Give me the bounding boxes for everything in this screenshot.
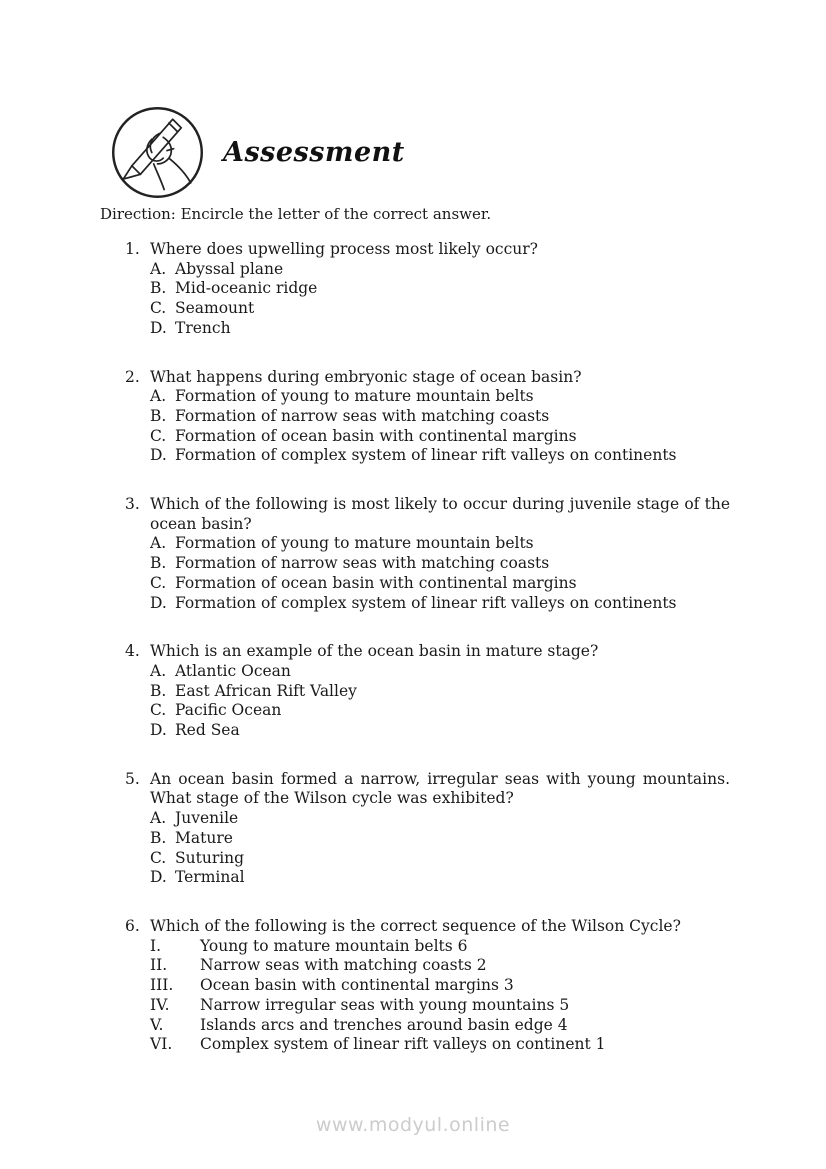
answer-option [150, 594, 730, 614]
question-number: 4. [125, 642, 140, 661]
question-number: 6. [125, 916, 140, 935]
option-label: B. [150, 406, 167, 425]
question-item [125, 368, 730, 467]
option-label: C. [150, 848, 167, 867]
option-text: Young to mature mountain belts 6 [200, 936, 468, 955]
option-list [150, 387, 730, 466]
option-label: A. [150, 387, 167, 406]
hand-writing-icon [110, 105, 205, 200]
option-text: Ocean basin with continental margins 3 [200, 976, 514, 995]
question-item [125, 642, 730, 741]
question-item [125, 917, 730, 1055]
answer-option [150, 868, 730, 888]
option-text: Seamount [175, 299, 255, 318]
option-label: B. [150, 681, 167, 700]
answer-option [150, 387, 730, 407]
option-label: VI. [150, 1035, 173, 1054]
option-text: Suturing [175, 848, 245, 867]
answer-option [150, 554, 730, 574]
question-body [150, 917, 730, 1055]
answer-option [150, 682, 730, 702]
option-label: A. [150, 259, 167, 278]
question-number: 2. [125, 367, 140, 386]
question-text: What happens during embryonic stage of ocean basin? [150, 367, 582, 386]
question-text: An ocean basin formed a narrow, irregular seas with young mountains. What stage of the Wilson cycle was exhibited? [150, 769, 730, 808]
answer-option [150, 574, 730, 594]
answer-option [150, 809, 730, 829]
option-label: C. [150, 299, 167, 318]
option-label: B. [150, 828, 167, 847]
option-label: D. [150, 318, 167, 337]
question-body [150, 495, 730, 613]
option-text: Pacific Ocean [175, 701, 282, 720]
answer-option [150, 701, 730, 721]
option-label: IV. [150, 995, 170, 1014]
option-list [150, 260, 730, 339]
question-text: Where does upwelling process most likely occur? [150, 240, 538, 258]
question-body [150, 770, 730, 888]
option-text: Formation of young to mature mountain belts [175, 534, 534, 553]
answer-option [150, 662, 730, 682]
option-text: Atlantic Ocean [175, 661, 291, 680]
page-title: Assessment [223, 137, 405, 168]
question-text: Which is an example of the ocean basin in mature stage? [150, 642, 599, 661]
answer-option [150, 996, 730, 1016]
option-label: II. [150, 956, 168, 975]
option-label: D. [150, 446, 167, 465]
answer-option [150, 829, 730, 849]
answer-option [150, 534, 730, 554]
option-text: Juvenile [175, 809, 239, 828]
question-list [100, 240, 730, 1055]
question-body [150, 642, 730, 741]
answer-option [150, 279, 730, 299]
option-text: Abyssal plane [175, 259, 284, 278]
answer-option [150, 849, 730, 869]
watermark: www.modyul.online [315, 1114, 511, 1136]
answer-option [150, 446, 730, 466]
answer-option [150, 299, 730, 319]
option-label: A. [150, 661, 167, 680]
option-label: B. [150, 554, 167, 573]
option-text: Trench [175, 318, 231, 337]
answer-option [150, 260, 730, 280]
option-text: Red Sea [175, 721, 240, 740]
option-text: East African Rift Valley [175, 681, 357, 700]
option-text: Formation of ocean basin with continental margins [175, 573, 577, 592]
option-label: V. [150, 1015, 164, 1034]
answer-option [150, 319, 730, 339]
option-list [150, 662, 730, 741]
option-label: C. [150, 701, 167, 720]
question-number: 1. [125, 240, 140, 258]
question-item [125, 770, 730, 888]
option-text: Formation of complex system of linear rift valleys on continents [175, 593, 677, 612]
option-label: B. [150, 279, 167, 298]
answer-option [150, 407, 730, 427]
option-text: Terminal [175, 868, 245, 887]
question-item [125, 240, 730, 339]
answer-option [150, 721, 730, 741]
option-list [150, 937, 730, 1055]
option-label: D. [150, 593, 167, 612]
answer-option [150, 1035, 730, 1055]
option-text: Formation of complex system of linear rift valleys on continents [175, 446, 677, 465]
question-body [150, 368, 730, 467]
option-text: Mid-oceanic ridge [175, 279, 318, 298]
question-item [125, 495, 730, 613]
question-number: 3. [125, 495, 140, 514]
option-list [150, 534, 730, 613]
question-number: 5. [125, 769, 140, 788]
option-label: C. [150, 426, 167, 445]
option-text: Complex system of linear rift valleys on continent 1 [200, 1035, 606, 1054]
answer-option [150, 937, 730, 957]
option-text: Formation of young to mature mountain belts [175, 387, 534, 406]
option-label: III. [150, 976, 174, 995]
option-label: D. [150, 721, 167, 740]
answer-option [150, 976, 730, 996]
question-text: Which of the following is most likely to occur during juvenile stage of the ocean basin? [150, 495, 730, 533]
option-label: C. [150, 573, 167, 592]
answer-option [150, 427, 730, 447]
option-label: A. [150, 809, 167, 828]
option-text: Formation of narrow seas with matching coasts [175, 554, 550, 573]
option-text: Islands arcs and trenches around basin edge 4 [200, 1015, 568, 1034]
option-text: Narrow seas with matching coasts 2 [200, 956, 487, 975]
answer-option [150, 956, 730, 976]
option-text: Formation of ocean basin with continental margins [175, 426, 577, 445]
question-body [150, 240, 730, 339]
assessment-header [110, 105, 730, 200]
option-label: I. [150, 936, 162, 955]
direction-text: Direction: Encircle the letter of the correct answer. [100, 205, 492, 223]
option-text: Formation of narrow seas with matching coasts [175, 406, 550, 425]
option-list [150, 809, 730, 888]
question-text: Which of the following is the correct sequence of the Wilson Cycle? [150, 916, 681, 935]
option-label: A. [150, 534, 167, 553]
option-label: D. [150, 868, 167, 887]
option-text: Narrow irregular seas with young mountains 5 [200, 995, 570, 1014]
option-text: Mature [175, 828, 233, 847]
answer-option [150, 1016, 730, 1036]
